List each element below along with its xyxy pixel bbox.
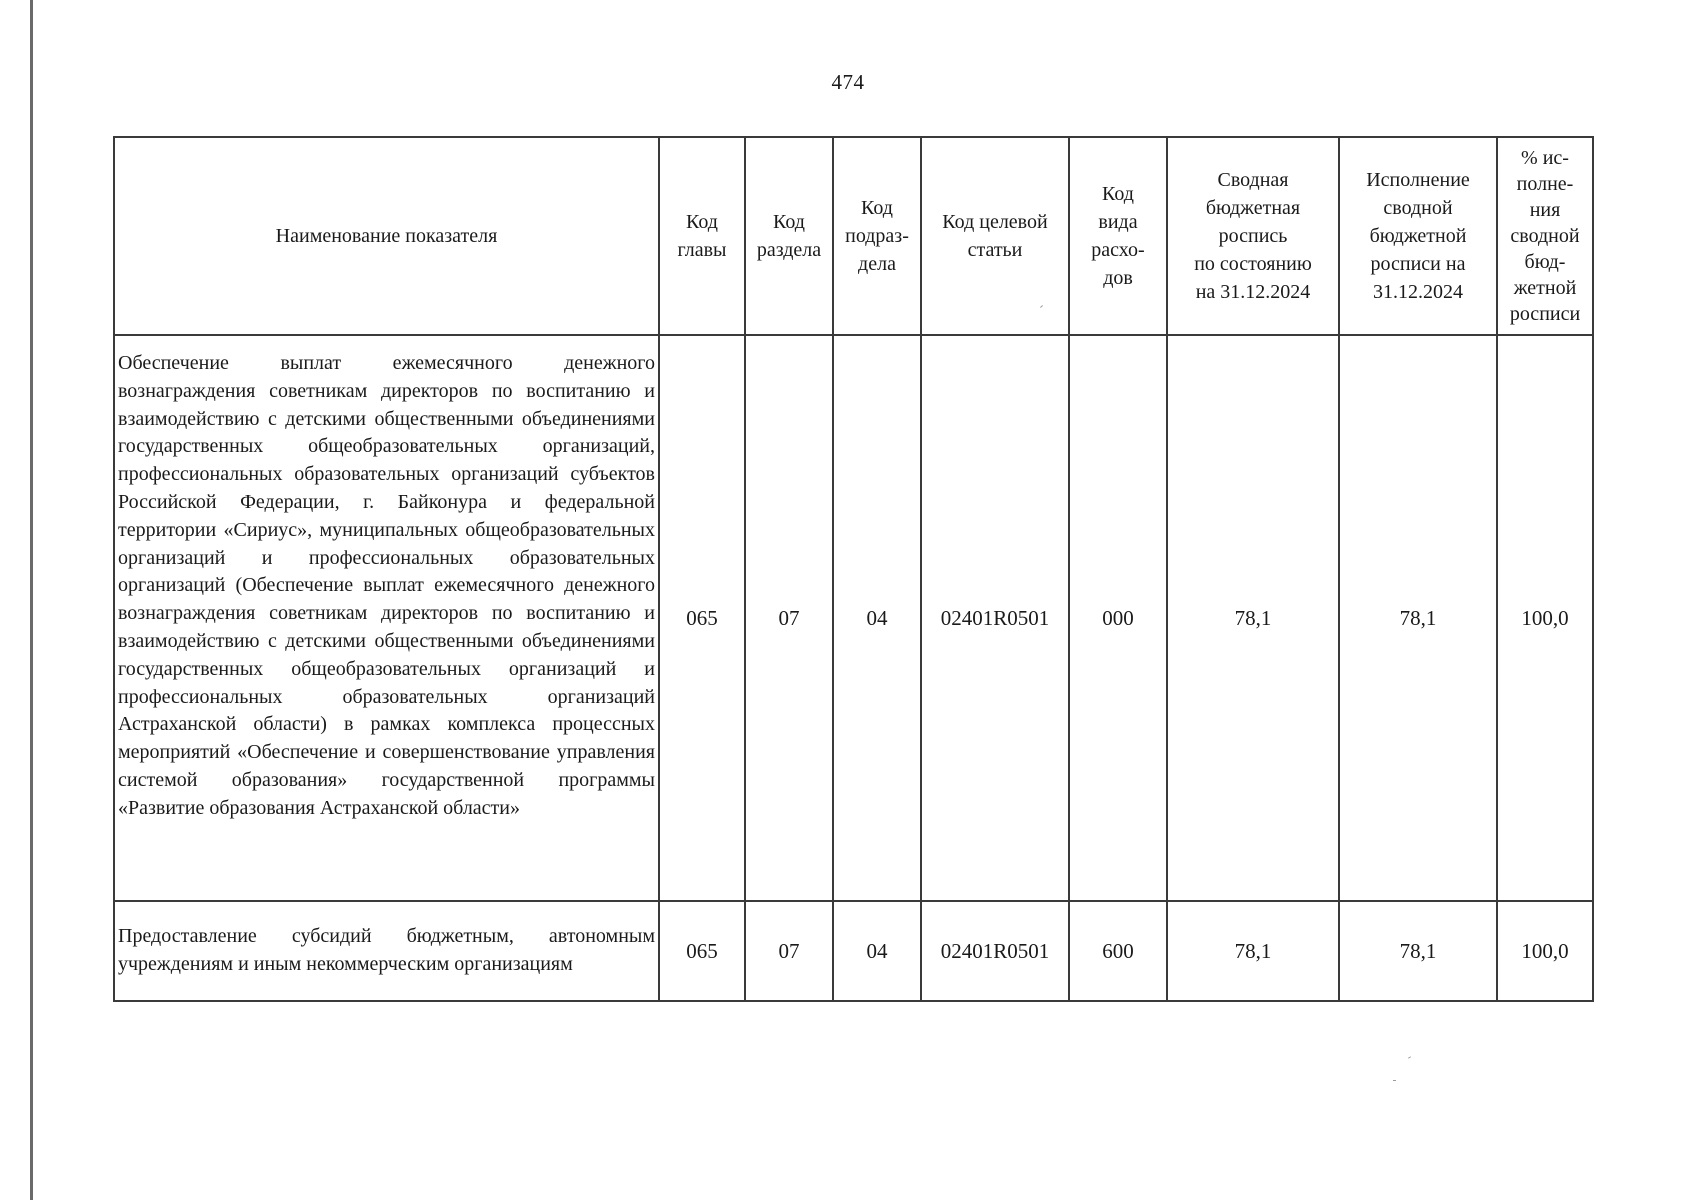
header-section-code: Код раздела [745,137,833,335]
header-subsection-code: Код подраз- дела [833,137,921,335]
header-planned: Сводная бюджетная роспись по состоянию на 31.12.2024 [1167,137,1339,335]
executed-amount-cell: 78,1 [1339,335,1497,901]
subsection-code-cell: 04 [833,901,921,1001]
table-row [114,335,1593,901]
header-executed: Исполнение сводной бюджетной росписи на 31.12.2024 [1339,137,1497,335]
chapter-code-cell: 065 [659,901,745,1001]
section-code-cell: 07 [745,901,833,1001]
planned-amount-cell: 78,1 [1167,335,1339,901]
section-code-cell: 07 [745,335,833,901]
page-number: 474 [831,70,865,94]
target-code-cell: 02401R0501 [921,901,1069,1001]
expense-type-code-cell: 600 [1069,901,1167,1001]
indicator-name-cell: Обеспечение выплат ежемесячного денежного вознаграждения советникам директоров по воспитанию и взаимодействию с детскими общественными объединениями государственных общеобразовательных организаций, профессиональных образовательных организаций субъектов Российской Федерации, г. Байконура и федеральной территории «Сириус», муниципальных общеобразовательных организаций и профессиональных образовательных организаций (Обеспечение выплат ежемесячного денежного вознаграждения советникам директоров по воспитанию и взаимодействию с детскими общественными объединениями государственных общеобразовательных организаций и профессиональных образовательных организаций Астраханской области) в рамках комплекса процессных мероприятий «Обеспечение и совершенствование управления системой образования» государственной программы «Развитие образования Астраханской области» [114,335,659,901]
percent-cell: 100,0 [1497,335,1593,901]
header-target-code: Код целевой статьи [921,137,1069,335]
indicator-name-cell: Предоставление субсидий бюджетным, автономным учреждениям и иным некоммерческим организациям [114,901,659,1001]
expense-type-code-cell: 000 [1069,335,1167,901]
header-expense-type-code: Код вида расхо- дов [1069,137,1167,335]
header-chapter-code: Код главы [659,137,745,335]
executed-amount-cell: 78,1 [1339,901,1497,1001]
chapter-code-cell: 065 [659,335,745,901]
scan-speck [1408,1056,1411,1058]
table-row [114,901,1593,1001]
subsection-code-cell: 04 [833,335,921,901]
percent-cell: 100,0 [1497,901,1593,1001]
target-code-cell: 02401R0501 [921,335,1069,901]
header-indicator-name: Наименование показателя [114,137,659,335]
planned-amount-cell: 78,1 [1167,901,1339,1001]
header-percent: % ис- полне- ния сводной бюд- жетной росписи [1497,137,1593,335]
scan-speck [1393,1080,1396,1081]
scan-margin-line [30,0,33,1200]
budget-execution-table [113,136,1594,1002]
table-header-row [114,137,1593,335]
